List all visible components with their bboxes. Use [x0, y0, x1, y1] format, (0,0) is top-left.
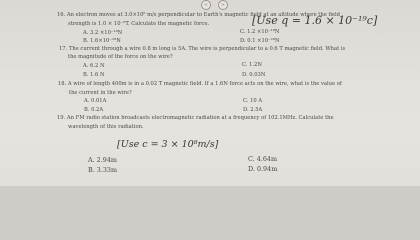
q17-option-a: A. 6.2 N	[83, 63, 105, 69]
q18-text-line2: the current in the wire?	[69, 90, 132, 96]
prev-page-button[interactable]: <	[201, 0, 211, 10]
q17-option-b: B. 1.6 N	[83, 72, 105, 78]
q17-text-line2: the magnitude of the force on the wire?	[68, 54, 173, 60]
q19-option-b: B. 3.33m	[88, 166, 118, 174]
q18-option-b: B. 0.2A	[84, 107, 104, 113]
q19-text-line1: 19. An FM radio station broadcasts electromagnetic radiation at a frequency of 102.1MHz. Calculate the	[57, 115, 334, 121]
q19-option-a: A. 2.94m	[88, 156, 117, 164]
q16-hint-handwritten: [Use q = 1.6 × 10⁻¹⁹c]	[252, 14, 378, 27]
q18-text-line1: 18. A wire of length 400m is in a 0.02 T magnetic field. If a 1.6N force acts on the wire, what is the value of	[58, 81, 342, 87]
next-page-button[interactable]: >	[218, 0, 228, 10]
q18-option-c: C. 10 A	[243, 98, 263, 104]
q18-option-d: D. 2.5A	[243, 107, 263, 113]
q16-option-b: B. 1.6×10⁻¹⁸N	[83, 38, 121, 44]
q17-option-d: D. 0.03N	[242, 72, 266, 78]
q17-text-line1: 17. The current through a wire 0.8 m long is 5A. The wire is perpendicular to a 0.6 T magnetic field. What is	[59, 46, 346, 52]
q16-option-c: C. 1.2 ×10⁻¹⁸N	[240, 29, 280, 35]
q19-option-d: D. 0.94m	[248, 165, 278, 173]
q16-text-line1: 16. An electron moves at 3.0×10⁶ m/s perpendicular to Earth's magnetic field at an altitude where the field	[57, 12, 340, 18]
q19-text-line2: wavelength of this radiation.	[68, 124, 144, 130]
q18-option-a: A. 0.01A	[84, 98, 107, 104]
q16-option-a: A. 3.2 ×10⁻¹⁸N	[83, 30, 123, 36]
q17-option-c: C. 1.2N	[242, 62, 262, 68]
q19-option-c: C. 4.64m	[248, 155, 278, 163]
q16-option-d: D. 0.1 ×10⁻¹⁸N	[240, 38, 280, 44]
q16-text-line2: strength is 1.0 × 10⁻⁵T. Calculate the magnetic force.	[68, 21, 210, 27]
q19-hint-handwritten: [Use c = 3 × 10⁸m/s]	[117, 139, 219, 150]
